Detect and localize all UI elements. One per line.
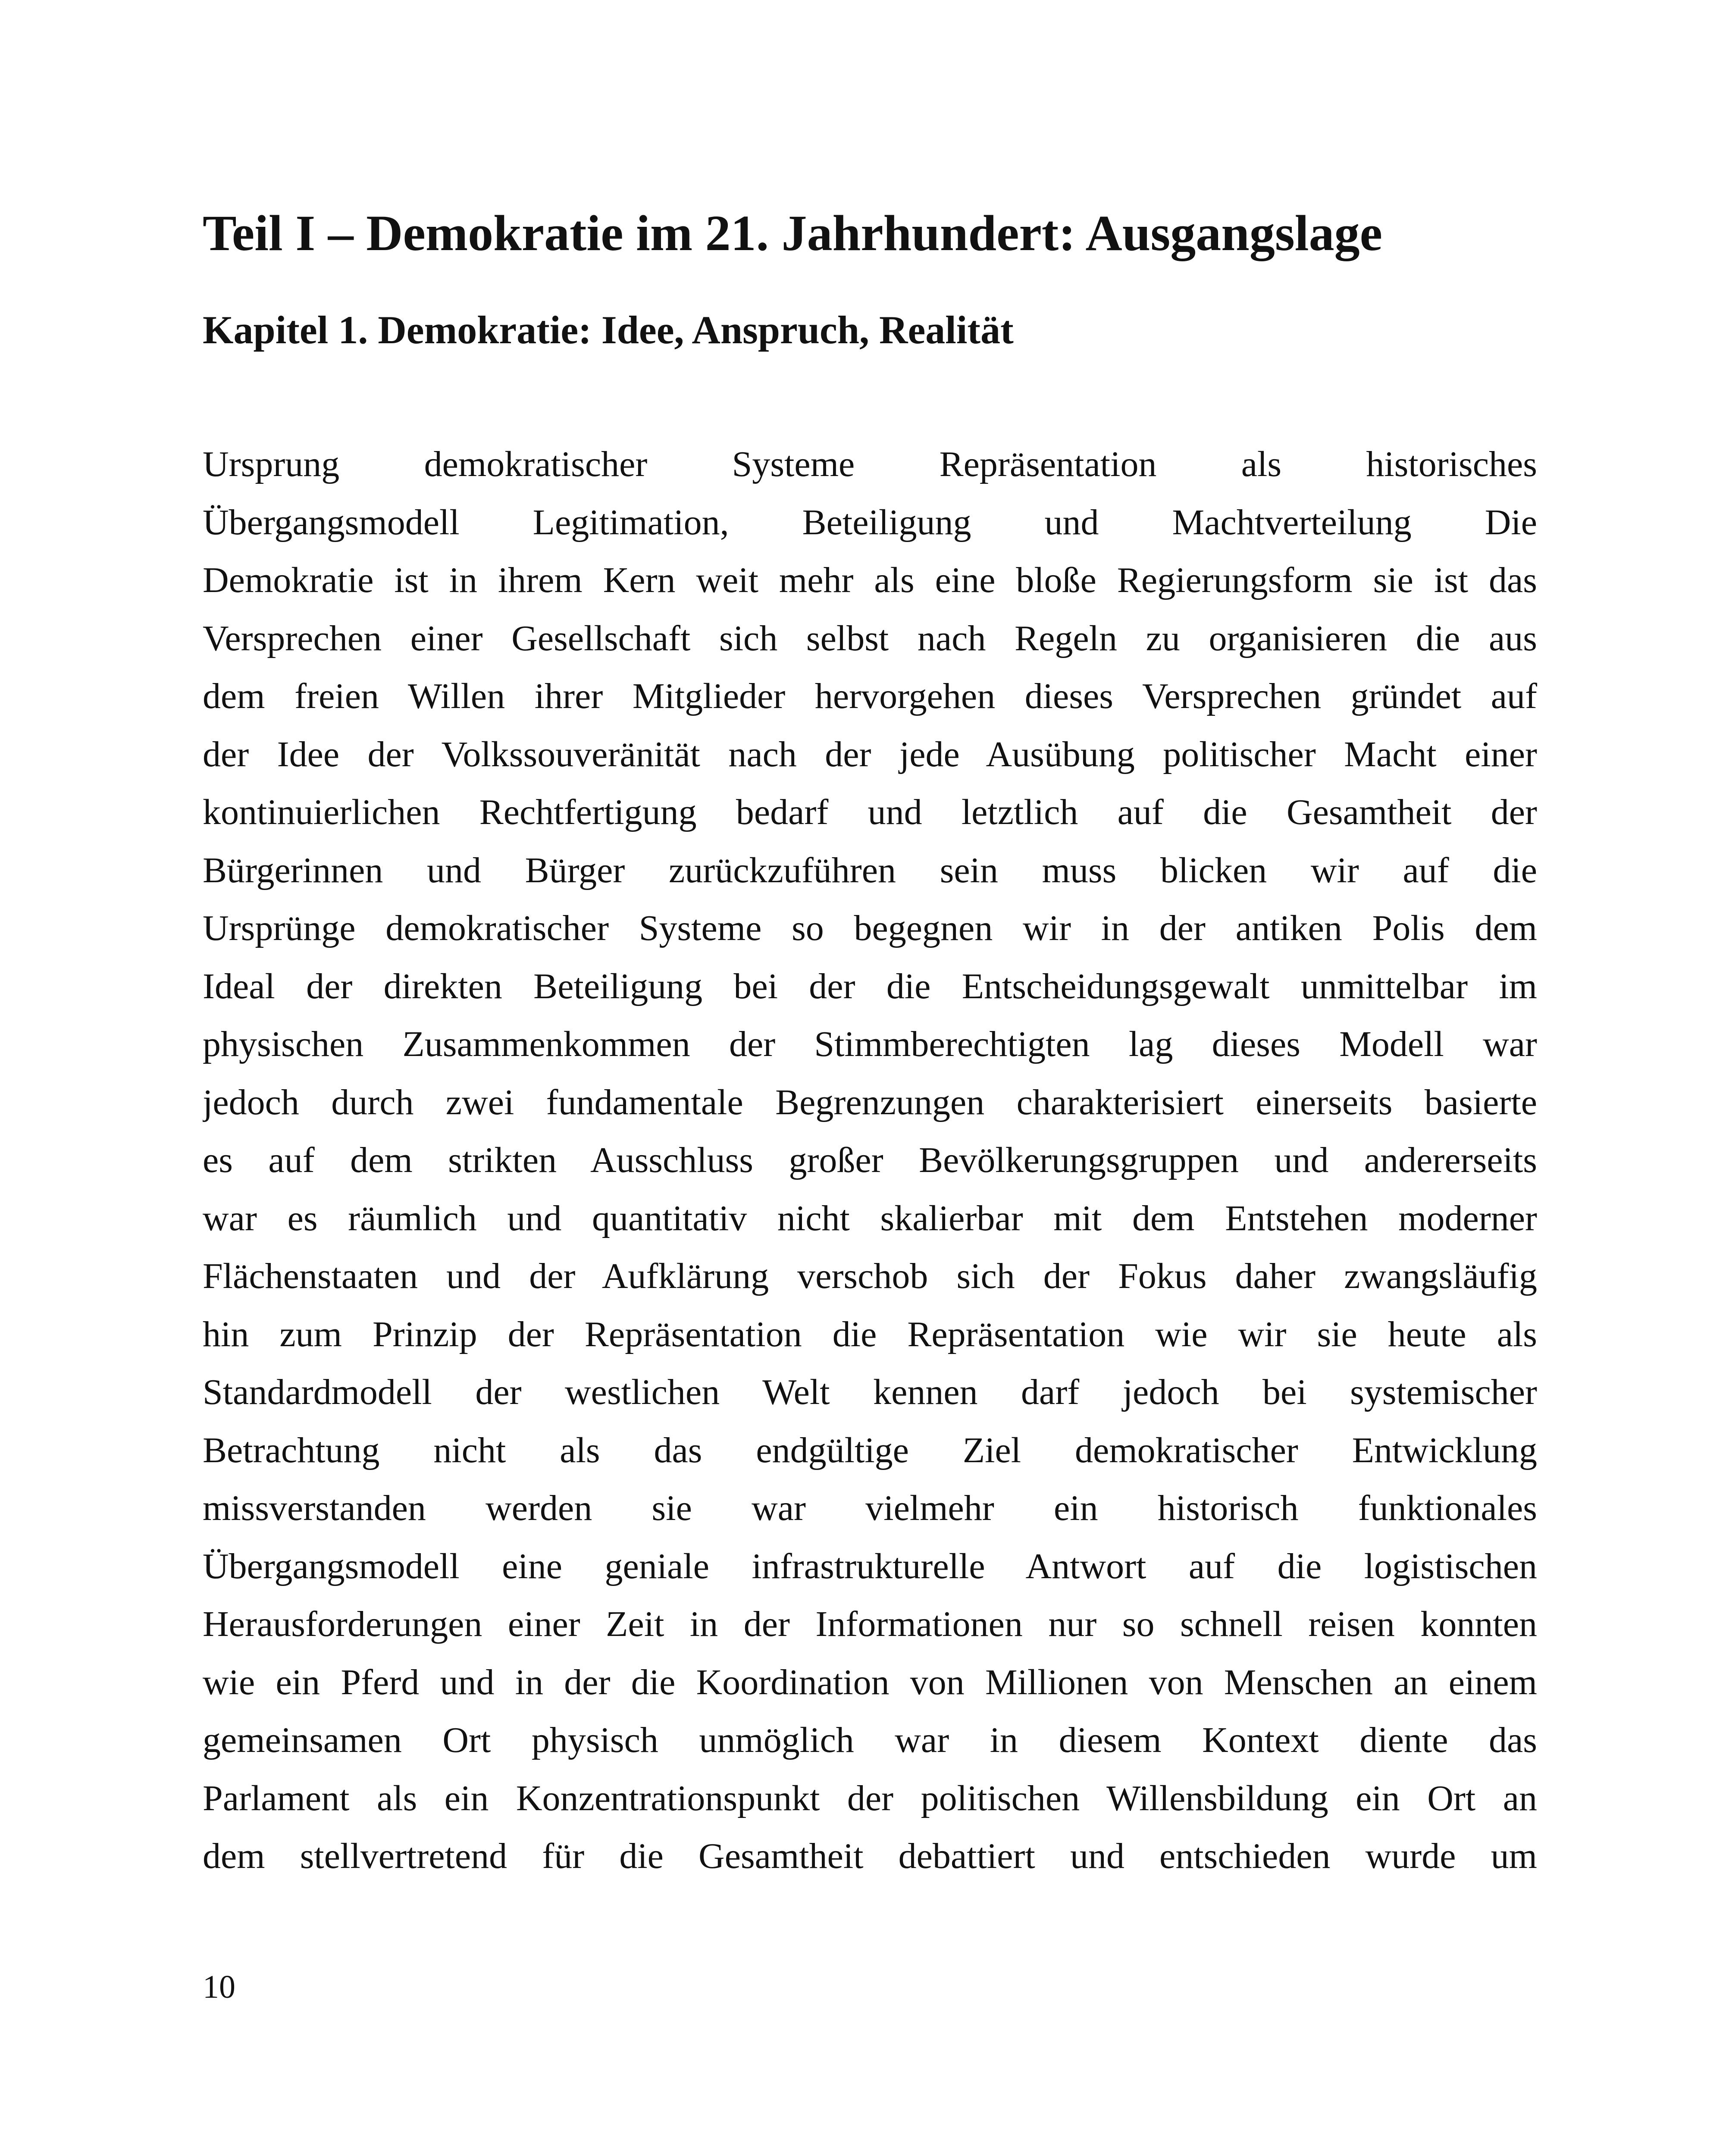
chapter-title: Kapitel 1. Demokratie: Idee, Anspruch, Realität xyxy=(203,308,1014,352)
body-line: Standardmodell der westlichen Welt kennen darf jedoch bei systemischer xyxy=(203,1372,1537,1412)
body-line: Ursprünge demokratischer Systeme so begegnen wir in der antiken Polis dem xyxy=(203,908,1537,948)
body-line: Übergangsmodell Legitimation, Beteiligung und Machtverteilung Die xyxy=(203,502,1537,542)
body-line: missverstanden werden sie war vielmehr ein historisch funktionales xyxy=(203,1488,1537,1528)
body-line: Herausforderungen einer Zeit in der Informationen nur so schnell reisen konnten xyxy=(203,1604,1537,1644)
body-line: Ideal der direkten Beteiligung bei der die Entscheidungsgewalt unmittelbar im xyxy=(203,966,1537,1006)
body-line: wie ein Pferd und in der die Koordination von Millionen von Menschen an einem xyxy=(203,1662,1537,1702)
body-line: Parlament als ein Konzentrationspunkt der politischen Willensbildung ein Ort an xyxy=(203,1778,1537,1818)
body-line: kontinuierlichen Rechtfertigung bedarf und letztlich auf die Gesamtheit der xyxy=(203,792,1537,832)
body-line: gemeinsamen Ort physisch unmöglich war in diesem Kontext diente das xyxy=(203,1720,1537,1760)
page-number: 10 xyxy=(203,1969,235,2005)
body-line: Übergangsmodell eine geniale infrastrukturelle Antwort auf die logistischen xyxy=(203,1546,1537,1586)
body-line: es auf dem strikten Ausschluss großer Bevölkerungsgruppen und andererseits xyxy=(203,1140,1537,1180)
body-line: dem stellvertretend für die Gesamtheit debattiert und entschieden wurde um xyxy=(203,1836,1537,1876)
body-line: Bürgerinnen und Bürger zurückzuführen sein muss blicken wir auf die xyxy=(203,850,1537,890)
body-line: Versprechen einer Gesellschaft sich selbst nach Regeln zu organisieren die aus xyxy=(203,618,1537,658)
part-title: Teil I – Demokratie im 21. Jahrhundert: Ausgangslage xyxy=(203,205,1382,261)
body-line: Betrachtung nicht als das endgültige Ziel demokratischer Entwicklung xyxy=(203,1430,1537,1470)
body-line: physischen Zusammenkommen der Stimmberechtigten lag dieses Modell war xyxy=(203,1024,1537,1064)
body-line: Demokratie ist in ihrem Kern weit mehr als eine bloße Regierungsform sie ist das xyxy=(203,560,1537,600)
body-line: Flächenstaaten und der Aufklärung verschob sich der Fokus daher zwangsläufig xyxy=(203,1256,1537,1296)
body-line: war es räumlich und quantitativ nicht skalierbar mit dem Entstehen moderner xyxy=(203,1198,1537,1238)
body-line: der Idee der Volkssouveränität nach der jede Ausübung politischer Macht einer xyxy=(203,734,1537,774)
body-line: Ursprung demokratischer Systeme Repräsentation als historisches xyxy=(203,444,1537,484)
body-paragraph xyxy=(203,436,1537,1932)
body-line: dem freien Willen ihrer Mitglieder hervorgehen dieses Versprechen gründet auf xyxy=(203,676,1537,716)
body-line: hin zum Prinzip der Repräsentation die Repräsentation wie wir sie heute als xyxy=(203,1314,1537,1354)
body-line: jedoch durch zwei fundamentale Begrenzungen charakterisiert einerseits basierte xyxy=(203,1082,1537,1122)
